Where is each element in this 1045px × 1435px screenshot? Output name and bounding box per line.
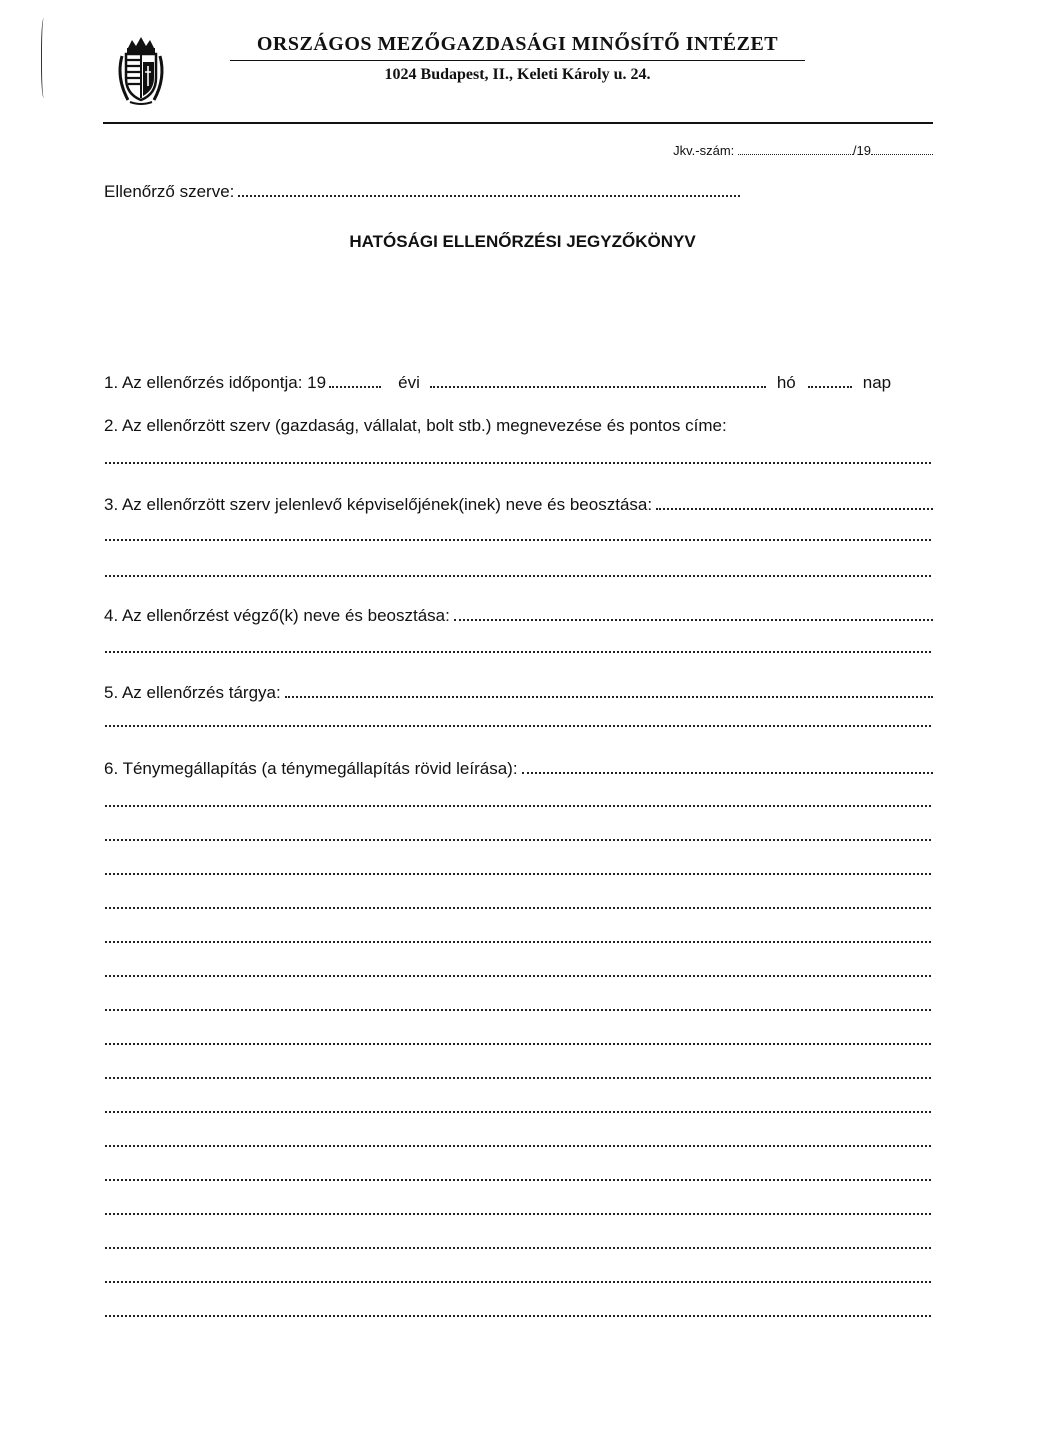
item-5-label: 5. Az ellenőrzés tárgya: bbox=[104, 683, 281, 702]
item-6-label: 6. Ténymegállapítás (a ténymegállapítás rövid leírása): bbox=[104, 759, 518, 778]
organization-underline bbox=[230, 60, 805, 61]
item-1-year-blank[interactable] bbox=[329, 374, 381, 388]
item-4-blank[interactable] bbox=[454, 607, 933, 621]
item-5-blank[interactable] bbox=[285, 684, 933, 698]
item-1-year-suffix: évi bbox=[398, 373, 420, 392]
item-2-row bbox=[104, 416, 727, 436]
jkv-number-blank[interactable] bbox=[738, 144, 853, 155]
item-6-blank-line[interactable] bbox=[105, 1043, 931, 1045]
item-6-blank-line[interactable] bbox=[105, 975, 931, 977]
item-2-label: 2. Az ellenőrzött szerv (gazdaság, vállalat, bolt stb.) megnevezése és pontos címe: bbox=[104, 416, 727, 435]
coat-of-arms-icon bbox=[112, 34, 170, 106]
item-6-blank-line[interactable] bbox=[105, 1145, 931, 1147]
jkv-year-prefix: /19 bbox=[852, 143, 871, 158]
item-1-day-blank[interactable] bbox=[808, 374, 852, 388]
item-6-blank-line[interactable] bbox=[105, 839, 931, 841]
item-4-label: 4. Az ellenőrzést végző(k) neve és beosztása: bbox=[104, 606, 450, 625]
item-6-blank-line[interactable] bbox=[105, 1077, 931, 1079]
item-6-blank-line[interactable] bbox=[105, 1247, 931, 1249]
organization-address: 1024 Budapest, II., Keleti Károly u. 24. bbox=[384, 66, 651, 83]
item-4-row bbox=[104, 606, 933, 626]
item-6-blank[interactable] bbox=[522, 760, 933, 774]
item-4-blank-line[interactable] bbox=[105, 651, 931, 653]
item-6-blank-line[interactable] bbox=[105, 873, 931, 875]
organization-name: ORSZÁGOS MEZŐGAZDASÁGI MINŐSÍTŐ INTÉZET bbox=[256, 33, 779, 55]
item-1-label: 1. Az ellenőrzés időpontja: 19 bbox=[104, 373, 327, 392]
jkv-label: Jkv.-szám: bbox=[673, 143, 735, 158]
item-6-blank-line[interactable] bbox=[105, 1213, 931, 1215]
document-title: HATÓSÁGI ELLENŐRZÉSI JEGYZŐKÖNYV bbox=[349, 232, 696, 251]
item-6-row bbox=[104, 759, 933, 779]
jkv-year-blank[interactable] bbox=[871, 144, 933, 155]
item-3-blank[interactable] bbox=[656, 496, 933, 510]
item-3-blank-line[interactable] bbox=[105, 575, 931, 577]
item-1-row bbox=[104, 373, 933, 393]
item-2-blank-line[interactable] bbox=[105, 462, 931, 464]
item-1-day-label: nap bbox=[862, 373, 892, 392]
jkv-number-field bbox=[673, 143, 933, 158]
item-5-blank-line[interactable] bbox=[105, 725, 931, 727]
item-3-label: 3. Az ellenőrzött szerv jelenlevő képviselőjének(inek) neve és beosztása: bbox=[104, 495, 653, 514]
margin-mark bbox=[41, 18, 48, 98]
item-6-blank-line[interactable] bbox=[105, 1009, 931, 1011]
item-6-blank-line[interactable] bbox=[105, 1111, 931, 1113]
item-6-blank-line[interactable] bbox=[105, 805, 931, 807]
item-6-blank-line[interactable] bbox=[105, 1179, 931, 1181]
item-1-month-label: hó bbox=[776, 373, 796, 392]
item-1-month-blank[interactable] bbox=[430, 374, 766, 388]
item-6-blank-line[interactable] bbox=[105, 907, 931, 909]
inspector-org-blank[interactable] bbox=[238, 183, 740, 197]
item-6-blank-line[interactable] bbox=[105, 941, 931, 943]
header-divider bbox=[103, 122, 933, 124]
inspector-org-label: Ellenőrző szerve: bbox=[104, 182, 235, 201]
item-6-blank-line[interactable] bbox=[105, 1281, 931, 1283]
item-5-row bbox=[104, 683, 933, 703]
item-6-blank-line[interactable] bbox=[105, 1315, 931, 1317]
item-3-blank-line[interactable] bbox=[105, 539, 931, 541]
item-3-row bbox=[104, 495, 933, 515]
inspector-org-row bbox=[104, 182, 740, 202]
